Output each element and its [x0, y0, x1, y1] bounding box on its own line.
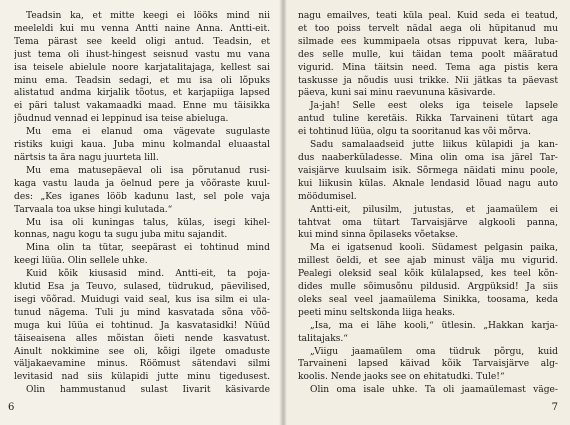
text-line: „Isa, ma ei lähe kooli,“ ütlesin. „Hakkan karja-: [310, 320, 558, 331]
text-line: muga kui lüüa ei tohtinud. Ja kasvatasidki! Nüüd: [14, 320, 270, 331]
text-line: „Viigu jaamaülem oma tüdruk põrgu, kuid: [310, 346, 558, 357]
text-line: Mu isa oli kuningas talus, külas, isegi kihel-: [26, 217, 270, 228]
text-line: ei päri talust vakamaadki maad. Enne mu täisikka: [14, 101, 270, 112]
left-page: [0, 0, 282, 425]
text-line: antud tuline keretäis. Rikka Tarvaineni tütart aga: [298, 114, 558, 125]
text-line: Ma ei igatsenud kooli. Südamest pelgasin paika,: [310, 243, 558, 254]
text-line: isa teisele abielule noore karjatalitajaga, kellest sai: [14, 62, 270, 73]
left-page-text: [14, 10, 270, 397]
text-line: kui mind sinna õpilaseks võetakse.: [298, 230, 459, 241]
text-line: Antti-eit, pilusilm, jutustas, et jaamaülem ei: [310, 204, 558, 215]
text-line: Kuid kõik kiusasid mind. Antti-eit, ta poja-: [26, 269, 270, 280]
text-line: Mu ema matusepäeval oli isa põrutanud rusi-: [26, 165, 270, 176]
text-line: väljakaevamine minus. Röömust sätendavi silmi: [14, 359, 270, 370]
text-line: isegi võõrad. Muidugi vaid seal, kus isa silm ei ula-: [14, 294, 270, 305]
text-line: talitajaks.“: [298, 333, 348, 344]
text-line: konnas, nagu kogu ta sugu juba mitu sajandit.: [14, 230, 228, 241]
text-line: tahtvat oma tütart Tarvaisjärve algkooli panna,: [298, 217, 558, 228]
text-line: Tarvaineni lapsed käivad kõik Tarvaisjärve alg-: [298, 359, 558, 370]
text-line: silmade ees kummipaela otsas rippuvat kera, luba-: [298, 36, 558, 47]
text-line: Olin hammustanud sulast Iivarit käsivarde: [26, 385, 270, 396]
text-line: millest öeldi, et see ajab minust välja mu vigurid.: [298, 256, 558, 267]
text-line: kui liikusin külas. Aknale lendasid lõuad nagu auto: [298, 178, 558, 189]
text-line: tunud nägema. Tuli ju mind kasvatada sõna võõ-: [14, 307, 270, 318]
text-line: Sadu samalaadseid jutte liikus külapidi ja kan-: [310, 140, 558, 151]
text-line: taskusse ja nõudis uusi trikke. Nii jätkas ta päevast: [298, 75, 558, 86]
text-line: dides mulle sõimusõnu pildusid. Argpüksid! Ja siis: [298, 282, 558, 293]
text-line: keegi lüüa. Olin sellele uhke.: [14, 256, 148, 267]
text-line: et too poiss tervelt nädal aega oli hüpitanud mu: [298, 23, 558, 34]
text-line: oleks seal veel jaamaülema Sinikka, toosama, keda: [298, 294, 558, 305]
text-line: täiseaisena alles mõistan õieti nende kasvatust.: [14, 333, 270, 344]
text-line: ristiks kuigi kaua. Juba minu kolmandal eluaastal: [14, 140, 270, 151]
text-line: ei tohtinud lüüa, olgu ta sooritanud kas või mõrva.: [298, 127, 532, 138]
text-line: närtsis ta ära nagu juurteta lill.: [14, 152, 159, 163]
text-line: klutid Esa ja Teuvo, sulased, tüdrukud, päevilised,: [14, 282, 270, 293]
text-line: Olin oma isale uhke. Ta oli jaamaülemast väge-: [310, 385, 558, 396]
text-line: Ja-jah! Selle eest oleks iga teisele lapsele: [310, 101, 558, 112]
text-line: Ainult nokkimine see oli, kõigi ilgete omaduste: [14, 346, 270, 357]
text-line: Tema pärast see keeld oligi antud. Teadsin, et: [14, 36, 270, 47]
text-line: päeva, kuni sai minu raevununa käsivarde.: [298, 88, 496, 99]
right-page-text: [298, 10, 558, 397]
book-gutter: [279, 0, 287, 425]
text-line: peeti minu seltskonda liiga heaks.: [298, 307, 456, 318]
text-line: vigurid. Mina täitsin need. Tema aga pistis kera: [298, 62, 558, 73]
text-line: Mu ema ei elanud oma vägevate sugulaste: [26, 127, 270, 138]
page-number-left: 6: [8, 402, 15, 414]
text-line: nagu emailves, teati küla peal. Kuid seda ei teatud,: [298, 11, 558, 21]
text-line: vaisjärve kuulsaim isik. Sõrmega näidati minu poole,: [298, 165, 558, 176]
right-page: [282, 0, 570, 425]
text-line: kaga vastu lauda ja öelnud pere ja võõraste kuul-: [14, 178, 270, 189]
text-line: des selle mulle, kui täidan tema poolt määratud: [298, 49, 558, 60]
text-line: jõudnud vennad ei leppinud isa teise abieluga.: [14, 114, 229, 125]
text-line: minu ema. Teadsin sedagi, et mu isa oli lõpuks: [14, 75, 270, 86]
text-line: Tarvaala toa ukse hingi kulutada.“: [14, 204, 173, 215]
text-line: dus naaberküladesse. Mina olin oma isa järel Tar-: [298, 152, 558, 163]
text-line: koolis. Nende jaoks see on ehitatudki. Tule!“: [298, 372, 505, 383]
text-line: alistatud andma kirjalik tõotus, et karjapiiga lapsed: [14, 88, 270, 99]
text-line: levitasid nad siis külapidi jutte minu tigedusest.: [14, 372, 270, 383]
text-line: just tema oli ihust-hingest seisnud vastu mu vana: [14, 49, 270, 60]
text-line: Teadsin ka, et mitte keegi ei lööks mind nii: [26, 11, 270, 21]
text-line: Mina olin ta tütar, seepärast ei tohtinud mind: [26, 243, 270, 254]
page-number-right: 7: [551, 402, 558, 414]
text-line: des: „Kes iganes lööb kadunu last, sel pole vaja: [14, 191, 270, 202]
text-line: Pealegi oleksid seal kõik külalapsed, kes teel kõn-: [298, 269, 558, 280]
text-line: meeleldi kui mu venna Antti naine Anna. Antti-eit.: [14, 23, 270, 34]
text-line: möödumisel.: [298, 191, 357, 202]
